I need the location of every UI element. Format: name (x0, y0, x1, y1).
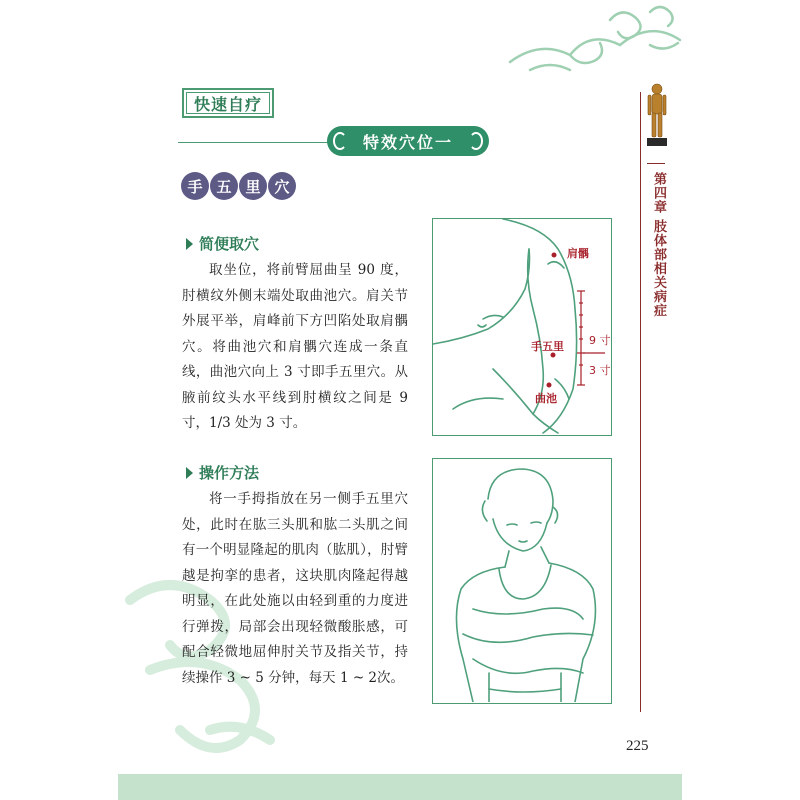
sidebar-divider (640, 92, 641, 712)
acupoint-name (181, 172, 296, 200)
point-label-jianyu: 肩髃 (567, 247, 589, 260)
ruler-label-9cun: 9 寸 (589, 334, 611, 347)
method-heading (186, 462, 259, 483)
ribbon-scroll-left (333, 132, 347, 150)
method-paragraph: 将一手拇指放在另一侧手五里穴处，此时在肱三头肌和肱二头肌之间有一个明显隆起的肌肉（肱肌），肘臂越是拘挛的患者，这块肌肉隆起得越明显，在此处施以由轻到重的力度进行弹拨，局部会出现轻微酸胀感，可配合轻微地屈伸肘关节及指关节，持续操作 3 ~ 5 分钟，每天 1 ~ 2次。 (182, 491, 408, 686)
locate-body (182, 258, 408, 437)
point-label-shouwuli: 手五里 (531, 340, 564, 353)
section-label-box (182, 88, 274, 118)
acupoint-char: 穴 (268, 172, 296, 200)
ribbon-scroll-right (469, 132, 483, 150)
locate-heading (186, 233, 259, 254)
cloud-ornament-top (500, 0, 690, 80)
locate-heading-text: 简便取穴 (199, 235, 260, 253)
method-heading-text: 操作方法 (199, 464, 260, 482)
figure-arm-acupoints (432, 218, 612, 436)
section-label: 快速自疗 (186, 92, 270, 114)
massage-illustration (433, 459, 610, 702)
figure-massage-demo (432, 458, 612, 704)
triangle-bullet-icon (186, 467, 193, 479)
ribbon-title: 特效穴位一 (362, 132, 453, 152)
acupoint-char: 五 (210, 172, 238, 200)
acupoint-char: 里 (239, 172, 267, 200)
footer-band (118, 774, 682, 800)
ribbon-header (327, 126, 489, 156)
ribbon-line (178, 142, 328, 143)
ruler-label-3cun: 3 寸 (589, 364, 611, 377)
chapter-title: 第四章 肢体部相关病症 (651, 172, 666, 318)
page-number: 225 (626, 738, 649, 754)
bronze-figure-icon (643, 82, 671, 148)
sidebar-rule (647, 163, 665, 164)
acupoint-char: 手 (181, 172, 209, 200)
triangle-bullet-icon (186, 238, 193, 250)
method-body (182, 487, 408, 691)
locate-paragraph: 取坐位，将前臂屈曲呈 90 度，肘横纹外侧末端处取曲池穴。肩关节外展平举，肩峰前下方凹陷处取肩髃穴。将曲池穴和肩髃穴连成一条直线，曲池穴向上 3 寸即手五里穴。从腋前纹头水平线到肘横纹之间是 9 寸，1/3 处为 3 寸。 (182, 262, 408, 431)
point-label-quchi: 曲池 (535, 392, 557, 405)
